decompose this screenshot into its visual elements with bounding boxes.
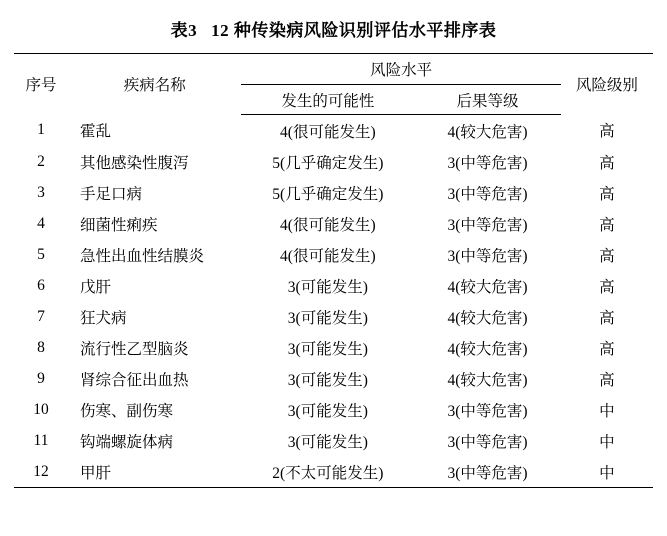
- cell-no: 6: [37, 276, 45, 294]
- table-row: [14, 394, 653, 425]
- cell-grade: 中: [599, 433, 615, 451]
- cell-no: 3: [37, 183, 45, 201]
- cell-no: 5: [37, 245, 45, 263]
- cell-disease: 霍乱: [80, 123, 112, 141]
- cell-no: 11: [33, 431, 49, 449]
- cell-likelihood: 3(可能发生): [287, 371, 368, 389]
- cell-consequence: 4(较大危害): [447, 340, 528, 358]
- cell-disease: 肾综合征出血热: [80, 371, 189, 389]
- table-row: [14, 332, 653, 363]
- cell-consequence: 4(较大危害): [447, 371, 528, 389]
- cell-no: 2: [37, 152, 45, 170]
- cell-no: 9: [37, 369, 45, 387]
- cell-no: 1: [37, 121, 45, 139]
- table-row: [14, 208, 653, 239]
- table-row: [14, 363, 653, 394]
- table-row: [14, 456, 653, 488]
- cell-likelihood: 4(很可能发生): [280, 123, 376, 141]
- cell-likelihood: 3(可能发生): [287, 433, 368, 451]
- cell-no: 8: [37, 338, 45, 356]
- cell-likelihood: 3(可能发生): [287, 278, 368, 296]
- cell-grade: 中: [599, 402, 615, 420]
- cell-grade: 高: [599, 154, 615, 172]
- header-cell-disease: 疾病名称: [68, 54, 241, 115]
- cell-consequence: 4(较大危害): [447, 123, 528, 141]
- header-cell-no: 序号: [14, 54, 68, 115]
- cell-consequence: 3(中等危害): [447, 402, 528, 420]
- cell-grade: 高: [599, 185, 615, 203]
- table-row: [14, 301, 653, 332]
- header-cell-risk-level-group: 风险水平: [241, 54, 560, 85]
- cell-disease: 钩端螺旋体病: [80, 433, 174, 451]
- cell-likelihood: 5(几乎确定发生): [272, 154, 384, 172]
- cell-grade: 高: [599, 247, 615, 265]
- table-caption-number: 表3: [170, 21, 198, 40]
- cell-likelihood: 5(几乎确定发生): [272, 185, 384, 203]
- cell-likelihood: 4(很可能发生): [280, 216, 376, 234]
- risk-assessment-table: [14, 53, 653, 488]
- cell-consequence: 3(中等危害): [447, 216, 528, 234]
- header-cell-grade: 风险级别: [561, 54, 653, 115]
- cell-disease: 手足口病: [80, 185, 143, 203]
- cell-disease: 流行性乙型脑炎: [80, 340, 189, 358]
- table-caption: [14, 16, 653, 41]
- cell-likelihood: 3(可能发生): [287, 402, 368, 420]
- header-cell-likelihood: 发生的可能性: [241, 85, 414, 115]
- header-row-primary: [14, 54, 653, 85]
- cell-consequence: 4(较大危害): [447, 278, 528, 296]
- cell-no: 4: [37, 214, 45, 232]
- cell-grade: 中: [561, 456, 653, 488]
- cell-consequence: 3(中等危害): [447, 154, 528, 172]
- table-row: [14, 146, 653, 177]
- cell-consequence: 4(较大危害): [447, 309, 528, 327]
- cell-consequence: 3(中等危害): [414, 456, 561, 488]
- cell-consequence: 3(中等危害): [447, 185, 528, 203]
- cell-disease: 细菌性痢疾: [80, 216, 158, 234]
- cell-disease: 甲肝: [68, 456, 241, 488]
- cell-consequence: 3(中等危害): [447, 247, 528, 265]
- cell-consequence: 3(中等危害): [447, 433, 528, 451]
- cell-disease: 狂犬病: [80, 309, 127, 327]
- cell-disease: 伤寒、副伤寒: [80, 402, 174, 420]
- header-cell-consequence: 后果等级: [414, 85, 561, 115]
- cell-likelihood: 3(可能发生): [287, 340, 368, 358]
- cell-no: 12: [14, 456, 68, 488]
- table-body: [14, 54, 653, 488]
- cell-grade: 高: [599, 216, 615, 234]
- cell-grade: 高: [599, 278, 615, 296]
- cell-grade: 高: [599, 309, 615, 327]
- table-row: [14, 115, 653, 147]
- table-row: [14, 270, 653, 301]
- cell-likelihood: 4(很可能发生): [280, 247, 376, 265]
- cell-likelihood: 3(可能发生): [287, 309, 368, 327]
- table-row: [14, 239, 653, 270]
- cell-grade: 高: [599, 123, 615, 141]
- cell-disease: 其他感染性腹泻: [80, 154, 189, 172]
- cell-grade: 高: [599, 371, 615, 389]
- cell-disease: 急性出血性结膜炎: [80, 247, 205, 265]
- table-row: [14, 177, 653, 208]
- table-caption-title: 12 种传染病风险识别评估水平排序表: [211, 21, 497, 40]
- cell-disease: 戊肝: [80, 278, 112, 296]
- cell-grade: 高: [599, 340, 615, 358]
- cell-no: 7: [37, 307, 45, 325]
- cell-no: 10: [33, 400, 49, 418]
- cell-likelihood: 2(不太可能发生): [241, 456, 414, 488]
- table-row: [14, 425, 653, 456]
